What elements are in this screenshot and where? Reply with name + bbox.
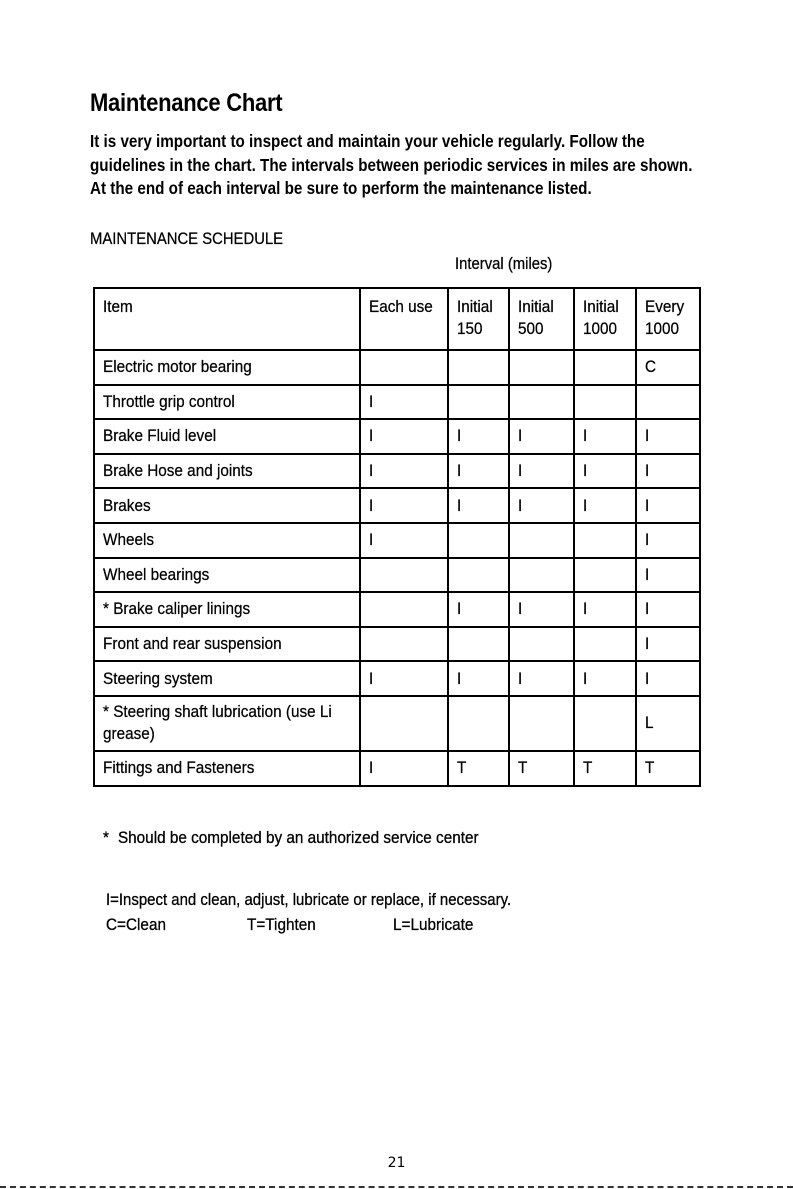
interval-code: T (645, 758, 655, 778)
column-header-initial-500: Initial 500 (509, 288, 574, 350)
interval-cell (448, 454, 509, 489)
interval-cell (636, 751, 700, 786)
interval-cell (574, 385, 636, 420)
column-header-item: Item (94, 288, 360, 350)
interval-cell (448, 385, 509, 420)
interval-cell (574, 454, 636, 489)
interval-cell (360, 419, 448, 454)
column-header-initial-1000: Initial 1000 (574, 288, 636, 350)
item-label: Wheel bearings (103, 564, 210, 584)
item-label: Throttle grip control (103, 391, 235, 411)
interval-code: T (583, 758, 593, 778)
interval-cell (636, 696, 700, 751)
interval-cell (509, 558, 574, 593)
table-row (94, 592, 700, 627)
interval-cell (636, 627, 700, 662)
interval-cell (509, 523, 574, 558)
legend-inspect: I=Inspect and clean, adjust, lubricate or replace, if necessary. (106, 890, 512, 909)
interval-code: I (457, 495, 462, 515)
column-header-initial-150: Initial 150 (448, 288, 509, 350)
interval-cell (509, 661, 574, 696)
legend-clean: C=Clean (106, 915, 166, 934)
interval-code: C (645, 357, 657, 377)
interval-code: T (518, 758, 528, 778)
interval-cell (509, 488, 574, 523)
interval-code: T (457, 758, 467, 778)
item-label: Steering system (103, 668, 213, 688)
table-row (94, 696, 700, 751)
interval-cell (360, 385, 448, 420)
interval-code: I (645, 495, 650, 515)
item-cell (94, 523, 360, 558)
item-cell (94, 627, 360, 662)
interval-code: I (369, 391, 374, 411)
interval-cell (360, 454, 448, 489)
interval-cell (448, 523, 509, 558)
item-label: * Brake caliper linings (103, 599, 251, 619)
interval-cell (448, 488, 509, 523)
schedule-heading: MAINTENANCE SCHEDULE (90, 230, 284, 248)
page-bottom-rule (0, 1186, 793, 1188)
interval-cell (448, 751, 509, 786)
item-label: Brake Fluid level (103, 426, 217, 446)
interval-cell (360, 558, 448, 593)
column-header-every-1000: Every 1000 (636, 288, 700, 350)
interval-cell (509, 350, 574, 385)
interval-cell (636, 558, 700, 593)
interval-cell (360, 523, 448, 558)
interval-cell (574, 523, 636, 558)
interval-code: I (369, 530, 374, 550)
interval-code: I (457, 668, 462, 688)
interval-cell (636, 419, 700, 454)
interval-cell (360, 350, 448, 385)
interval-cell (360, 661, 448, 696)
interval-cell (509, 627, 574, 662)
interval-code: I (369, 495, 374, 515)
table-row (94, 385, 700, 420)
interval-cell (448, 696, 509, 751)
interval-code: I (457, 461, 462, 481)
table-row (94, 350, 700, 385)
interval-cell (636, 454, 700, 489)
interval-cell (509, 592, 574, 627)
interval-cell (509, 454, 574, 489)
item-label: Brake Hose and joints (103, 461, 253, 481)
interval-cell (509, 696, 574, 751)
item-cell (94, 419, 360, 454)
interval-code: I (645, 634, 650, 654)
interval-code: I (645, 564, 650, 584)
interval-code: I (583, 599, 588, 619)
interval-code: I (583, 461, 588, 481)
interval-cell (574, 751, 636, 786)
item-label: Fittings and Fasteners (103, 758, 255, 778)
interval-cell (448, 558, 509, 593)
interval-cell (509, 385, 574, 420)
page-number: 21 (387, 1155, 406, 1171)
interval-cell (448, 592, 509, 627)
interval-cell (636, 592, 700, 627)
interval-code: I (645, 461, 650, 481)
item-cell (94, 751, 360, 786)
interval-code: I (518, 426, 523, 446)
interval-cell (509, 751, 574, 786)
table-row (94, 751, 700, 786)
interval-cell (448, 419, 509, 454)
table-row (94, 558, 700, 593)
table-row (94, 627, 700, 662)
interval-cell (574, 488, 636, 523)
item-cell (94, 592, 360, 627)
footnote-asterisk: * (103, 828, 109, 847)
table-body (94, 350, 700, 786)
intro-paragraph: It is very important to inspect and maintain your vehicle regularly. Follow the guidelines in the chart. The intervals between periodic services in miles are shown. At the end of each interval be sure to perform the maintenance listed. (90, 131, 693, 198)
interval-code: I (369, 461, 374, 481)
interval-code: L (645, 713, 654, 733)
page-title: Maintenance Chart (90, 89, 283, 117)
interval-label: Interval (miles) (455, 255, 553, 273)
interval-code: I (645, 668, 650, 688)
table-row (94, 661, 700, 696)
item-cell (94, 350, 360, 385)
interval-code: I (369, 758, 374, 778)
interval-code: I (518, 461, 523, 481)
table-row (94, 454, 700, 489)
column-header-each-use: Each use (360, 288, 448, 350)
interval-cell (636, 488, 700, 523)
interval-code: I (457, 426, 462, 446)
interval-cell (509, 419, 574, 454)
table-row (94, 523, 700, 558)
interval-cell (360, 627, 448, 662)
legend-tighten: T=Tighten (247, 915, 316, 934)
legend-lubricate: L=Lubricate (393, 915, 474, 934)
interval-cell (360, 696, 448, 751)
interval-cell (574, 558, 636, 593)
table-row (94, 419, 700, 454)
interval-code: I (583, 668, 588, 688)
interval-cell (448, 661, 509, 696)
item-label: Brakes (103, 495, 151, 515)
interval-code: I (645, 426, 650, 446)
interval-code: I (369, 668, 374, 688)
interval-code: I (518, 668, 523, 688)
interval-cell (448, 627, 509, 662)
footnote-text: Should be completed by an authorized service center (117, 828, 479, 847)
item-cell (94, 696, 360, 751)
interval-code: I (583, 495, 588, 515)
interval-cell (574, 592, 636, 627)
maintenance-table (93, 287, 701, 787)
item-cell (94, 385, 360, 420)
interval-code: I (645, 530, 650, 550)
interval-cell (636, 661, 700, 696)
interval-cell (360, 488, 448, 523)
interval-cell (636, 385, 700, 420)
interval-code: I (457, 599, 462, 619)
item-label: Electric motor bearing (103, 357, 252, 377)
interval-cell (360, 751, 448, 786)
interval-cell (574, 419, 636, 454)
table-header-row (94, 288, 700, 350)
interval-cell (574, 696, 636, 751)
interval-code: I (369, 426, 374, 446)
interval-cell (574, 627, 636, 662)
interval-cell (636, 350, 700, 385)
interval-cell (574, 350, 636, 385)
interval-code: I (518, 599, 523, 619)
item-cell (94, 488, 360, 523)
item-cell (94, 454, 360, 489)
item-label: * Steering shaft lubrication (use Li grease) (103, 702, 332, 744)
footnote (103, 828, 479, 848)
item-cell (94, 661, 360, 696)
interval-cell (636, 523, 700, 558)
interval-code: I (518, 495, 523, 515)
interval-cell (448, 350, 509, 385)
interval-cell (360, 592, 448, 627)
table-row (94, 488, 700, 523)
interval-code: I (645, 599, 650, 619)
interval-cell (574, 661, 636, 696)
item-label: Front and rear suspension (103, 634, 282, 654)
interval-code: I (583, 426, 588, 446)
item-label: Wheels (103, 530, 155, 550)
item-cell (94, 558, 360, 593)
